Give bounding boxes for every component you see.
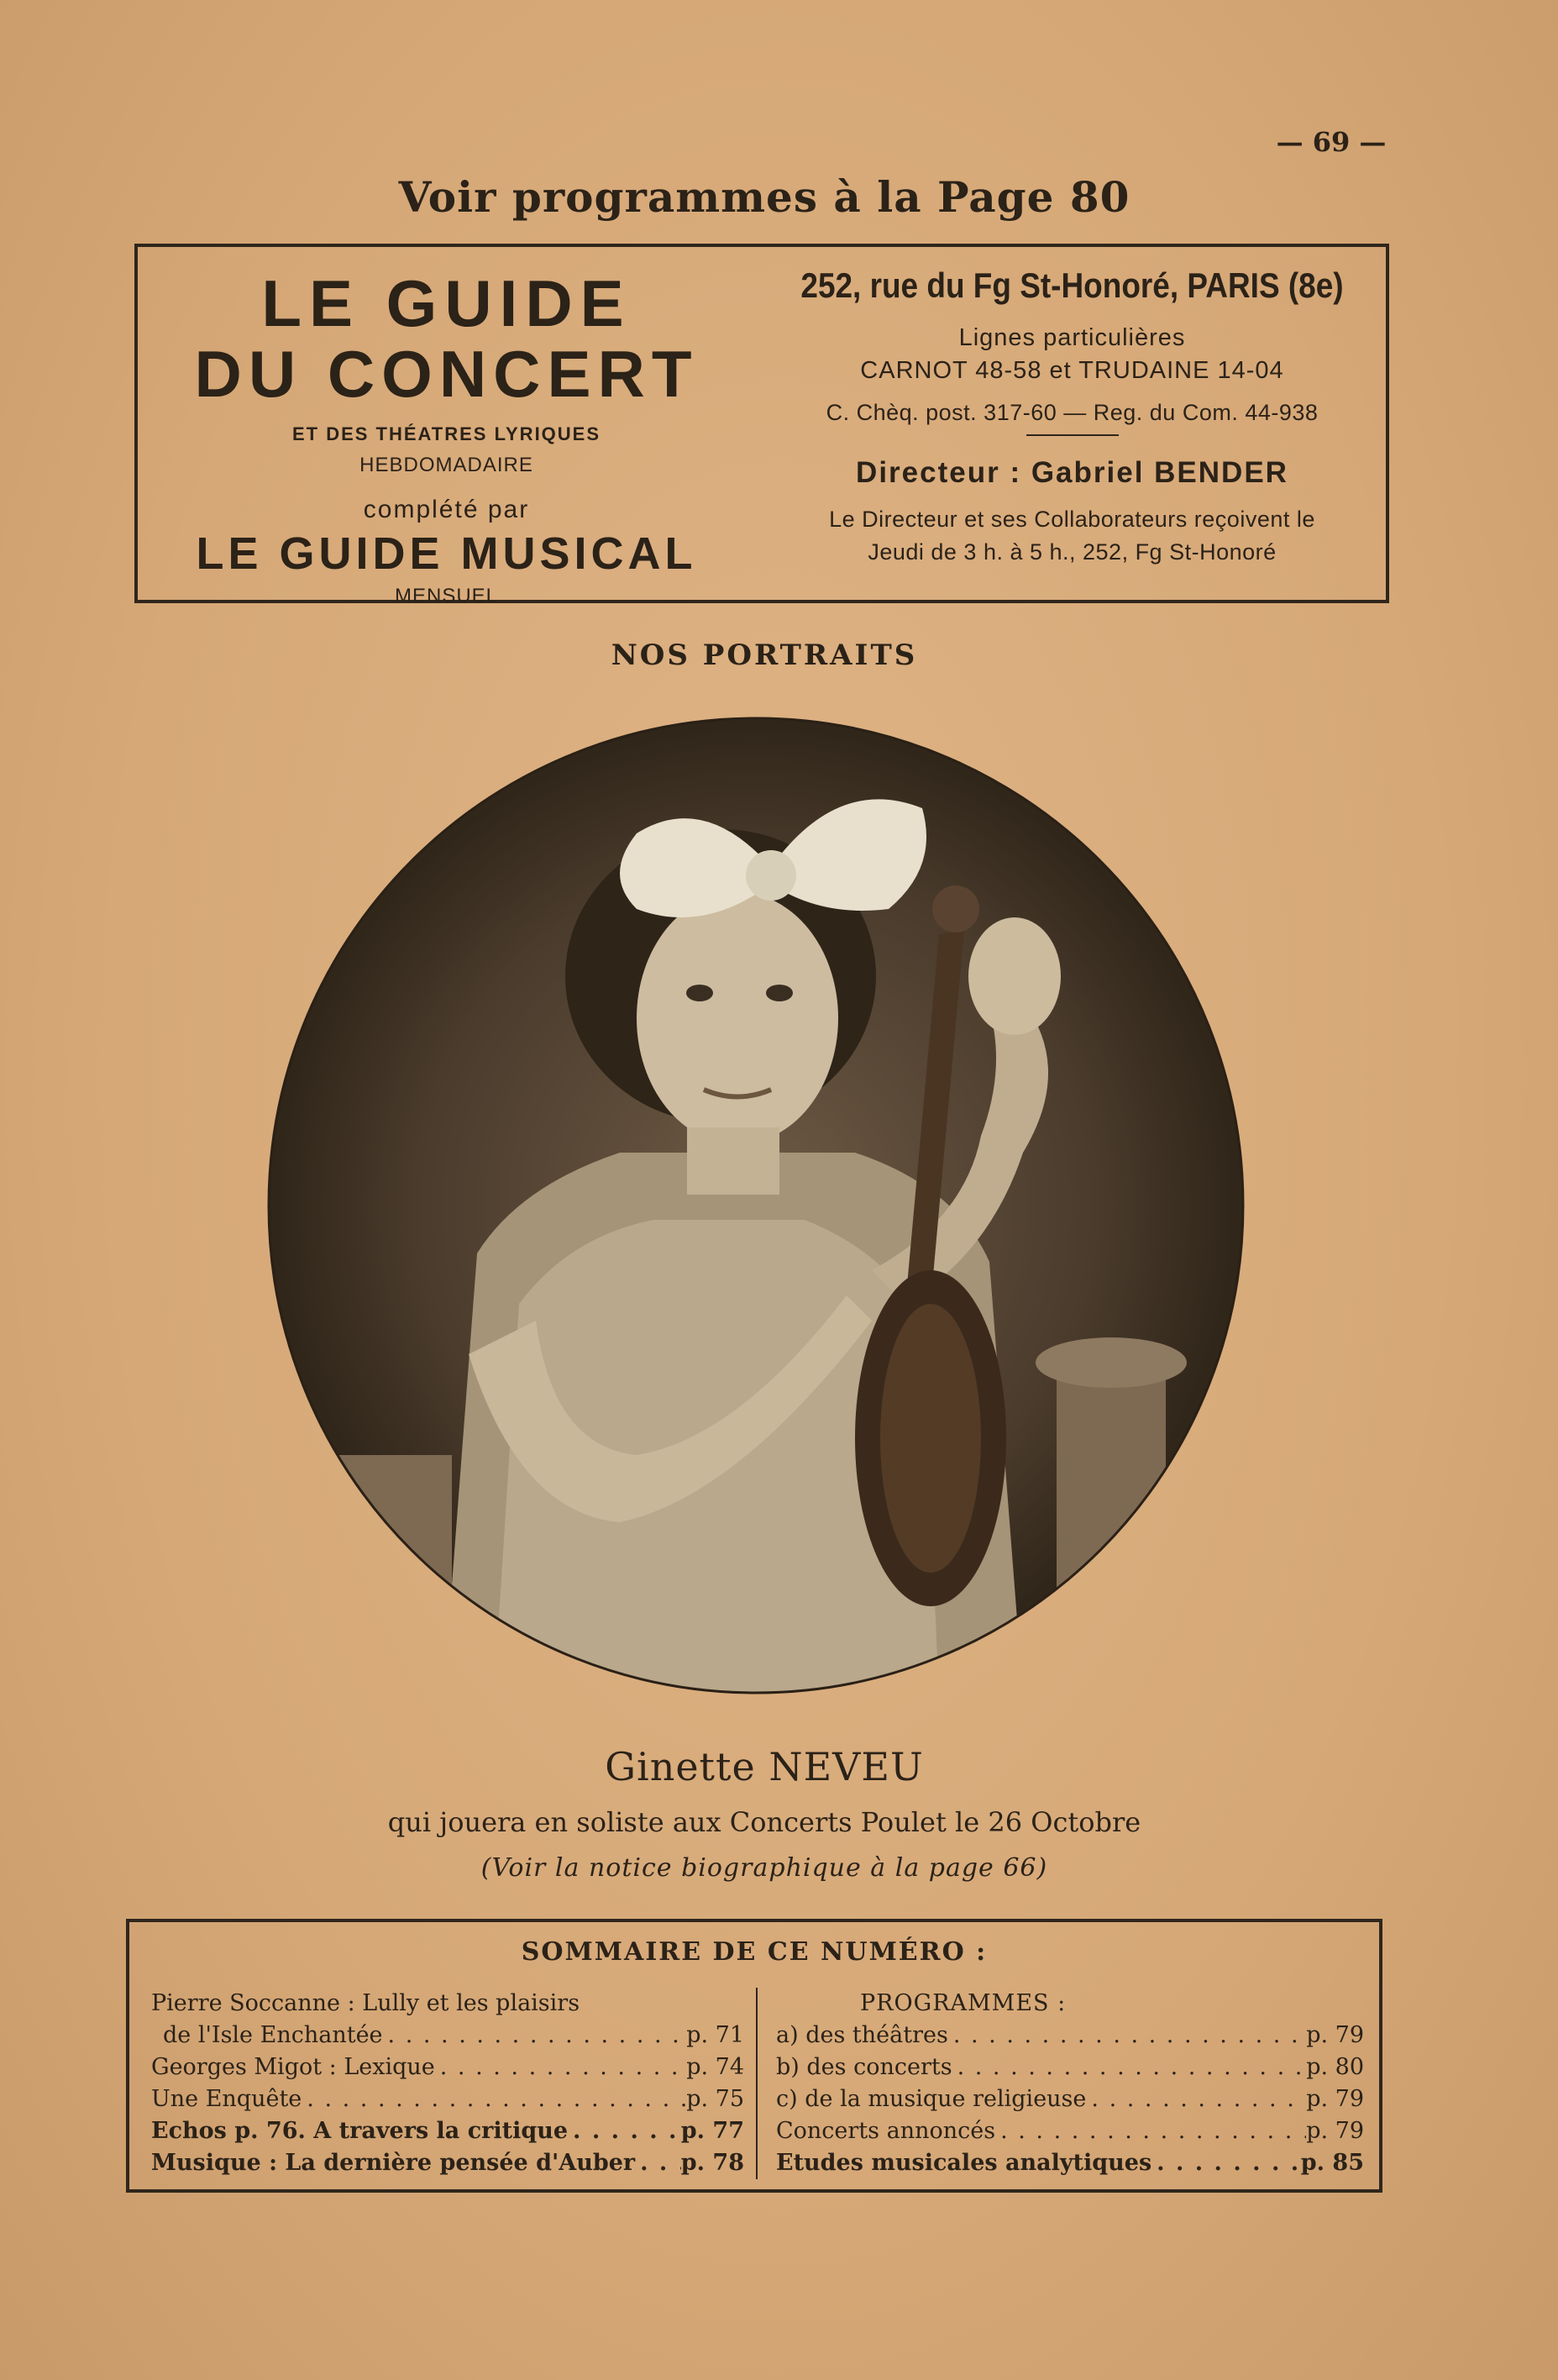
toc-entry-title: de l'Isle Enchantée (163, 2022, 383, 2048)
toc-entry-page: p. 78 (680, 2150, 744, 2176)
phone-lines-label: Lignes particulières (958, 324, 1186, 351)
toc-entry (151, 2083, 744, 2115)
masthead-left (138, 247, 755, 607)
director: Directeur : Gabriel BENDER (856, 456, 1288, 489)
toc-dot-leader (1151, 2147, 1301, 2179)
reception-hours-line1: Le Directeur et ses Collaborateurs reçoivent le (829, 507, 1315, 532)
journal-subtitle: ET DES THÉATRES LYRIQUES (291, 423, 601, 444)
toc-dot-leader (383, 2020, 687, 2052)
toc-entry-title: c) de la musique religieuse (776, 2086, 1087, 2112)
toc-dot-leader (568, 2115, 681, 2147)
toc-entry-page: p. 79 (1306, 2022, 1364, 2048)
postal-registration: C. Chèq. post. 317-60 — Reg. du Com. 44-938 (826, 400, 1319, 425)
toc-dot-leader (1086, 2083, 1306, 2115)
toc-entry (776, 2115, 1364, 2147)
page-number: — 69 — (1276, 126, 1387, 158)
summary-title: SOMMAIRE DE CE NUMÉRO : (521, 1937, 988, 1967)
masthead-box (134, 244, 1389, 607)
toc-dot-leader (952, 2052, 1307, 2083)
toc-entry-title: Echos p. 76. A travers la critique (151, 2118, 569, 2144)
portrait-photo (267, 716, 1245, 1695)
toc-entry (776, 2147, 1364, 2179)
summary-box (126, 1919, 1382, 2193)
toc-dot-leader (435, 2052, 686, 2083)
toc-entry (776, 2052, 1364, 2083)
toc-entry-title: Musique : La dernière pensée d'Auber (151, 2150, 636, 2176)
programmes-heading: PROGRAMMES : (860, 1990, 1067, 2016)
supplement-title: LE GUIDE MUSICAL (196, 528, 697, 579)
toc-entry-page: p. 77 (680, 2118, 744, 2144)
toc-entry (151, 1988, 744, 2020)
toc-entry (776, 2020, 1364, 2052)
toc-entry-title: a) des théâtres (776, 2022, 948, 2048)
see-programs-notice: Voir programmes à la Page 80 (398, 172, 1130, 222)
reception-hours (755, 503, 1389, 569)
toc-entry-page: p. 74 (686, 2054, 744, 2080)
toc-entry-title: Pierre Soccanne : Lully et les plaisirs (151, 1990, 580, 2016)
toc-entry-page: p. 85 (1300, 2150, 1364, 2176)
toc-entry-title: Georges Migot : Lexique (151, 2054, 435, 2080)
supplement-frequency: MENSUEL (394, 585, 499, 607)
toc-entry-title: Une Enquête (151, 2086, 302, 2112)
toc-entry-title: Concerts annoncés (776, 2118, 996, 2144)
toc-entry-title: Etudes musicales analytiques (776, 2150, 1152, 2176)
journal-title-line2: DU CONCERT (194, 337, 699, 411)
address: 252, rue du Fg St-Honoré, PARIS (8e) (800, 265, 1344, 305)
toc-entry-page: p. 79 (1306, 2086, 1364, 2112)
reception-hours-line2: Jeudi de 3 h. à 5 h., 252, Fg St-Honoré (868, 539, 1277, 565)
toc-entry (151, 2115, 744, 2147)
toc-dot-leader (302, 2083, 686, 2115)
completed-by: complété par (363, 496, 530, 523)
divider-rule (1026, 434, 1119, 436)
portrait-note: (Voir la notice biographique à la page 66) (480, 1853, 1048, 1883)
toc-entry-title: b) des concerts (776, 2054, 952, 2080)
journal-title-line1: LE GUIDE (261, 266, 632, 340)
column-divider (756, 1988, 758, 2179)
toc-dot-leader (948, 2020, 1306, 2052)
summary-right-column (776, 1988, 1364, 2179)
masthead-right (755, 247, 1389, 600)
journal-frequency: HEBDOMADAIRE (359, 454, 533, 476)
toc-entry (151, 2020, 744, 2052)
toc-entry-page: p. 80 (1306, 2054, 1364, 2080)
toc-entry-page: p. 79 (1306, 2118, 1364, 2144)
toc-dot-leader (995, 2115, 1306, 2147)
toc-entry-page: p. 75 (686, 2086, 744, 2112)
toc-entry (776, 2083, 1364, 2115)
section-heading: NOS PORTRAITS (611, 638, 918, 672)
portrait-name: Ginette NEVEU (605, 1744, 924, 1789)
toc-entry (151, 2147, 744, 2179)
toc-entry-page: p. 71 (686, 2022, 744, 2048)
summary-left-column (151, 1988, 744, 2179)
phone-numbers: CARNOT 48-58 et TRUDAINE 14-04 (860, 357, 1284, 384)
portrait-description: qui jouera en soliste aux Concerts Poulet le 26 Octobre (387, 1806, 1141, 1838)
toc-dot-leader (635, 2147, 681, 2179)
toc-entry (151, 2052, 744, 2083)
